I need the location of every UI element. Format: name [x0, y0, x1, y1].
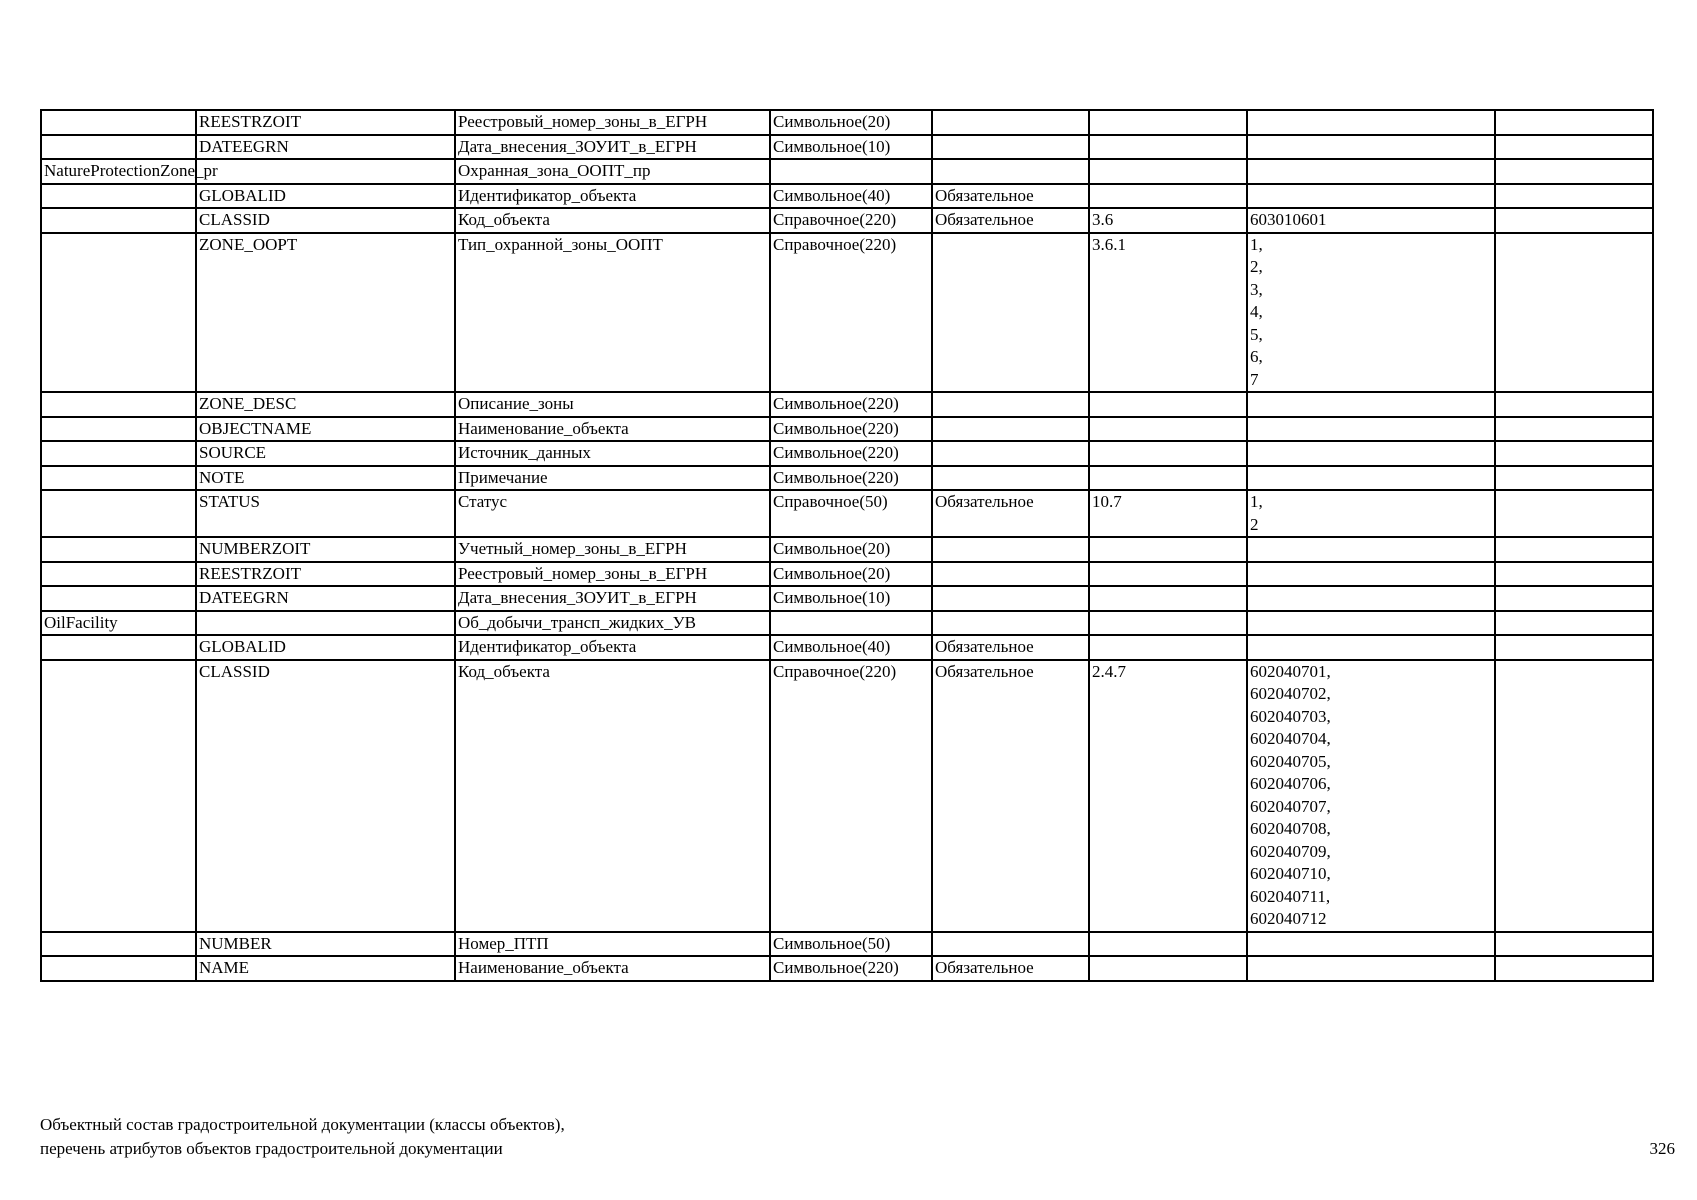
field-alias-cell: Дата_внесения_ЗОУИТ_в_ЕГРН [455, 586, 770, 611]
value-item: 602040708, [1250, 819, 1331, 838]
values-cell [1247, 466, 1495, 491]
field-type-cell: Символьное(50) [770, 932, 932, 957]
field-alias-cell: Реестровый_номер_зоны_в_ЕГРН [455, 562, 770, 587]
required-cell [932, 110, 1089, 135]
values-cell [1247, 184, 1495, 209]
note-cell [1495, 135, 1653, 160]
field-type-cell: Справочное(50) [770, 490, 932, 537]
field-type-cell [770, 611, 932, 636]
field-type-cell: Символьное(220) [770, 392, 932, 417]
footer-line-1: Объектный состав градостроительной документации (классы объектов), [40, 1115, 565, 1134]
table-row [41, 441, 1653, 466]
reference-code-cell [1089, 441, 1247, 466]
value-item: 602040703, [1250, 706, 1331, 726]
table-row [41, 135, 1653, 160]
field-type-cell: Справочное(220) [770, 233, 932, 393]
field-alias-cell: Охранная_зона_ООПТ_пр [455, 159, 770, 184]
values-cell [1247, 660, 1495, 932]
required-cell [932, 562, 1089, 587]
field-alias-cell: Источник_данных [455, 441, 770, 466]
reference-code-cell [1089, 586, 1247, 611]
value-item: 6, [1250, 347, 1263, 366]
reference-code-cell [1089, 537, 1247, 562]
note-cell [1495, 537, 1653, 562]
class-name-cell [41, 660, 196, 932]
field-name-cell: GLOBALID [196, 184, 455, 209]
field-type-cell: Символьное(10) [770, 586, 932, 611]
note-cell [1495, 184, 1653, 209]
field-type-cell: Справочное(220) [770, 208, 932, 233]
table-row [41, 490, 1653, 537]
required-cell: Обязательное [932, 490, 1089, 537]
values-cell [1247, 110, 1495, 135]
note-cell [1495, 208, 1653, 233]
field-alias-cell: Идентификатор_объекта [455, 184, 770, 209]
reference-code-cell [1089, 932, 1247, 957]
class-name-cell [41, 417, 196, 442]
value-item: 1, [1250, 234, 1263, 254]
reference-code-cell [1089, 392, 1247, 417]
reference-code-cell [1089, 635, 1247, 660]
value-item: 3, [1250, 279, 1263, 299]
table-row [41, 660, 1653, 932]
required-cell [932, 586, 1089, 611]
reference-code-cell [1089, 159, 1247, 184]
note-cell [1495, 392, 1653, 417]
field-alias-cell: Примечание [455, 466, 770, 491]
values-cell [1247, 956, 1495, 981]
reference-code-cell [1089, 135, 1247, 160]
field-alias-cell: Тип_охранной_зоны_ООПТ [455, 233, 770, 393]
note-cell [1495, 932, 1653, 957]
value-item: 602040710, [1250, 864, 1331, 883]
class-name-cell [41, 233, 196, 393]
class-name-cell [41, 441, 196, 466]
values-cell [1247, 490, 1495, 537]
field-name-cell: NUMBER [196, 932, 455, 957]
required-cell [932, 932, 1089, 957]
field-name-cell: CLASSID [196, 208, 455, 233]
required-cell [932, 392, 1089, 417]
field-name-cell: NAME [196, 956, 455, 981]
class-name-cell [41, 110, 196, 135]
value-item: 2 [1250, 514, 1259, 534]
table-row [41, 417, 1653, 442]
value-item: 602040705, [1250, 751, 1331, 771]
field-name-cell: GLOBALID [196, 635, 455, 660]
values-cell [1247, 208, 1495, 233]
field-alias-cell: Код_объекта [455, 660, 770, 932]
value-item: 602040702, [1250, 684, 1331, 703]
field-name-cell: ZONE_OOPT [196, 233, 455, 393]
field-alias-cell: Об_добычи_трансп_жидких_УВ [455, 611, 770, 636]
attribute-table-body [41, 110, 1653, 981]
field-type-cell: Символьное(220) [770, 417, 932, 442]
value-item: 602040701, [1250, 661, 1331, 681]
field-name-cell: OBJECTNAME [196, 417, 455, 442]
table-row [41, 956, 1653, 981]
class-name-cell: NatureProtectionZone_pr [41, 159, 196, 184]
reference-code-cell [1089, 417, 1247, 442]
required-cell: Обязательное [932, 660, 1089, 932]
field-type-cell [770, 159, 932, 184]
table-row [41, 208, 1653, 233]
values-cell [1247, 233, 1495, 393]
note-cell [1495, 233, 1653, 393]
reference-code-cell [1089, 611, 1247, 636]
field-name-cell: NUMBERZOIT [196, 537, 455, 562]
values-cell [1247, 562, 1495, 587]
value-item: 602040712 [1250, 909, 1327, 928]
field-name-cell: ZONE_DESC [196, 392, 455, 417]
value-item: 5, [1250, 324, 1263, 344]
class-name-cell [41, 466, 196, 491]
required-cell: Обязательное [932, 208, 1089, 233]
field-name-cell: NOTE [196, 466, 455, 491]
table-row [41, 635, 1653, 660]
value-item: 4, [1250, 302, 1263, 321]
values-cell [1247, 135, 1495, 160]
values-cell [1247, 586, 1495, 611]
table-row [41, 184, 1653, 209]
values-cell [1247, 611, 1495, 636]
required-cell: Обязательное [932, 184, 1089, 209]
field-type-cell: Символьное(20) [770, 110, 932, 135]
class-name-cell [41, 562, 196, 587]
footer-line-2: перечень атрибутов объектов градостроительной документации [40, 1139, 503, 1158]
class-name-cell [41, 184, 196, 209]
field-name-cell: DATEEGRN [196, 586, 455, 611]
reference-code-cell [1089, 110, 1247, 135]
attribute-table [40, 109, 1654, 982]
reference-code-cell [1089, 956, 1247, 981]
values-cell [1247, 537, 1495, 562]
note-cell [1495, 586, 1653, 611]
table-row [41, 562, 1653, 587]
field-name-cell: SOURCE [196, 441, 455, 466]
field-type-cell: Символьное(220) [770, 956, 932, 981]
field-type-cell: Символьное(40) [770, 184, 932, 209]
value-item: 602040706, [1250, 774, 1331, 793]
field-name-cell: CLASSID [196, 660, 455, 932]
note-cell [1495, 956, 1653, 981]
note-cell [1495, 159, 1653, 184]
reference-code-cell: 10.7 [1089, 490, 1247, 537]
required-cell [932, 441, 1089, 466]
field-alias-cell: Код_объекта [455, 208, 770, 233]
class-name-cell [41, 490, 196, 537]
field-alias-cell: Номер_ПТП [455, 932, 770, 957]
page-number: 326 [1649, 1139, 1675, 1158]
field-name-cell [196, 159, 455, 184]
value-item: 602040711, [1250, 886, 1331, 906]
table-row [41, 611, 1653, 636]
reference-code-cell: 3.6 [1089, 208, 1247, 233]
field-alias-cell: Статус [455, 490, 770, 537]
table-row [41, 537, 1653, 562]
field-type-cell: Символьное(10) [770, 135, 932, 160]
field-type-cell: Символьное(20) [770, 562, 932, 587]
class-name-cell: OilFacility [41, 611, 196, 636]
table-row [41, 233, 1653, 393]
required-cell: Обязательное [932, 635, 1089, 660]
note-cell [1495, 562, 1653, 587]
value-item: 7 [1250, 369, 1259, 389]
class-name-cell [41, 635, 196, 660]
values-cell [1247, 441, 1495, 466]
class-name-cell [41, 392, 196, 417]
reference-code-cell [1089, 562, 1247, 587]
table-row [41, 466, 1653, 491]
footer-caption [40, 1113, 565, 1161]
note-cell [1495, 466, 1653, 491]
values-cell [1247, 417, 1495, 442]
value-item: 602040707, [1250, 796, 1331, 816]
field-type-cell: Символьное(40) [770, 635, 932, 660]
field-name-cell: STATUS [196, 490, 455, 537]
field-alias-cell: Дата_внесения_ЗОУИТ_в_ЕГРН [455, 135, 770, 160]
required-cell [932, 611, 1089, 636]
note-cell [1495, 635, 1653, 660]
table-row [41, 932, 1653, 957]
note-cell [1495, 417, 1653, 442]
class-name-cell [41, 135, 196, 160]
class-name-cell [41, 932, 196, 957]
required-cell [932, 233, 1089, 393]
note-cell [1495, 110, 1653, 135]
note-cell [1495, 611, 1653, 636]
field-alias-cell: Описание_зоны [455, 392, 770, 417]
required-cell [932, 466, 1089, 491]
table-row [41, 110, 1653, 135]
note-cell [1495, 490, 1653, 537]
class-name-cell [41, 208, 196, 233]
field-alias-cell: Учетный_номер_зоны_в_ЕГРН [455, 537, 770, 562]
required-cell [932, 159, 1089, 184]
field-name-cell: DATEEGRN [196, 135, 455, 160]
value-item: 1, [1250, 492, 1263, 511]
required-cell: Обязательное [932, 956, 1089, 981]
table-row [41, 159, 1653, 184]
values-cell [1247, 159, 1495, 184]
field-name-cell [196, 611, 455, 636]
values-cell [1247, 932, 1495, 957]
class-name-cell [41, 586, 196, 611]
value-item: 602040709, [1250, 841, 1331, 861]
required-cell [932, 135, 1089, 160]
note-cell [1495, 441, 1653, 466]
value-item: 602040704, [1250, 729, 1331, 748]
reference-code-cell [1089, 466, 1247, 491]
table-row [41, 586, 1653, 611]
field-alias-cell: Реестровый_номер_зоны_в_ЕГРН [455, 110, 770, 135]
field-alias-cell: Наименование_объекта [455, 417, 770, 442]
class-name-cell [41, 537, 196, 562]
reference-code-cell: 3.6.1 [1089, 233, 1247, 393]
values-cell [1247, 392, 1495, 417]
class-name-cell [41, 956, 196, 981]
values-cell [1247, 635, 1495, 660]
required-cell [932, 537, 1089, 562]
reference-code-cell [1089, 184, 1247, 209]
field-type-cell: Символьное(220) [770, 441, 932, 466]
value-item: 2, [1250, 257, 1263, 276]
required-cell [932, 417, 1089, 442]
field-name-cell: REESTRZOIT [196, 110, 455, 135]
field-type-cell: Справочное(220) [770, 660, 932, 932]
value-item: 603010601 [1250, 210, 1327, 229]
field-type-cell: Символьное(20) [770, 537, 932, 562]
table-row [41, 392, 1653, 417]
field-name-cell: REESTRZOIT [196, 562, 455, 587]
field-type-cell: Символьное(220) [770, 466, 932, 491]
field-alias-cell: Наименование_объекта [455, 956, 770, 981]
field-alias-cell: Идентификатор_объекта [455, 635, 770, 660]
note-cell [1495, 660, 1653, 932]
reference-code-cell: 2.4.7 [1089, 660, 1247, 932]
